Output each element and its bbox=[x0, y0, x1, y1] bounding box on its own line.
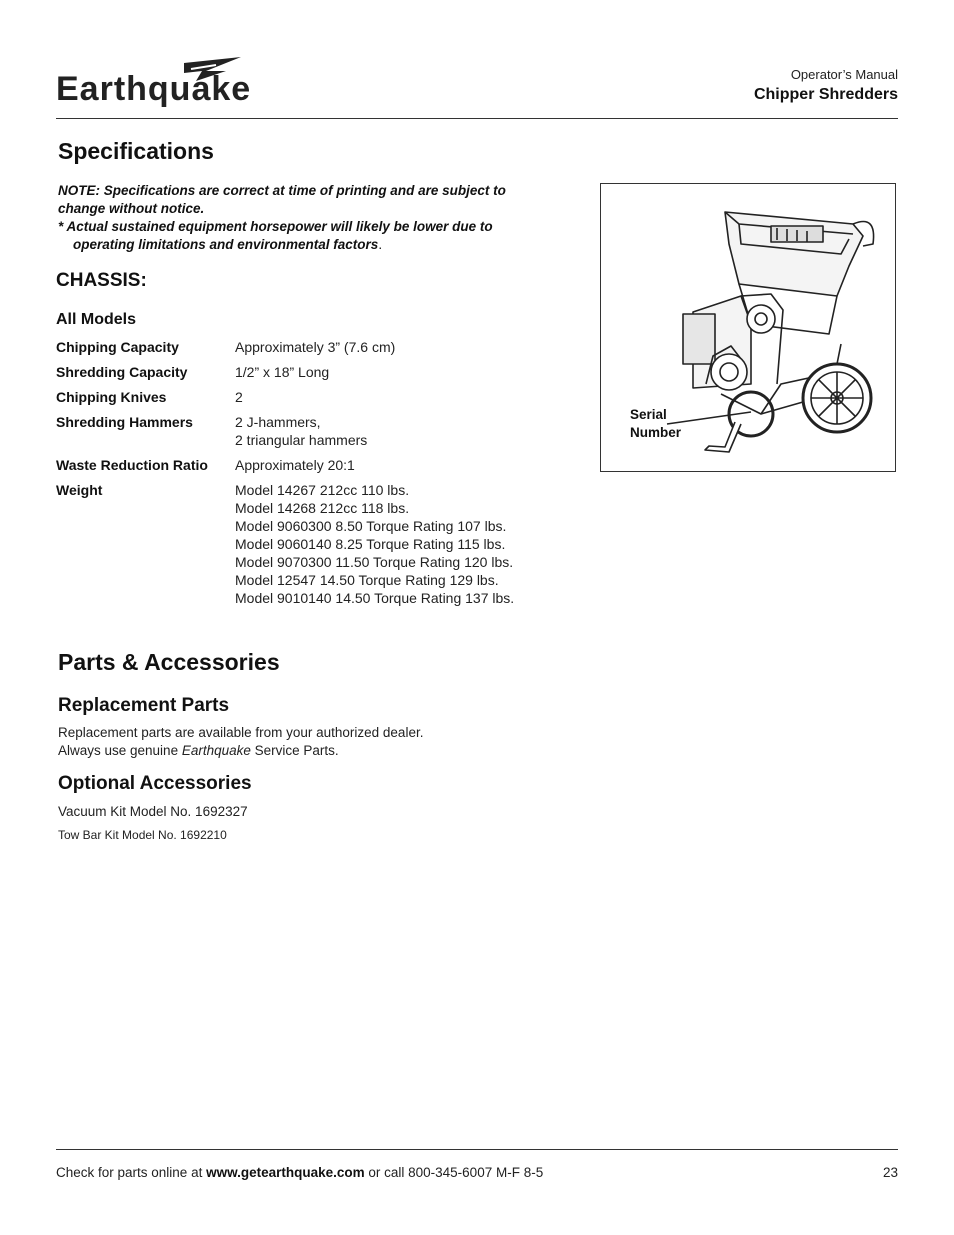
spec-table bbox=[56, 338, 556, 614]
chassis-heading: CHASSIS: bbox=[56, 270, 147, 291]
serial-number-label: Serial Number bbox=[630, 407, 682, 440]
footer-divider bbox=[56, 1149, 898, 1150]
chipper-shredder-figure bbox=[600, 183, 896, 472]
spec-value: Approximately 20:1 bbox=[235, 457, 355, 473]
spec-label: Waste Reduction Ratio bbox=[56, 457, 208, 473]
spec-label: Shredding Capacity bbox=[56, 364, 188, 380]
spec-row bbox=[56, 388, 556, 406]
vacuum-kit-item: Vacuum Kit Model No. 1692327 bbox=[58, 804, 248, 819]
spec-value: Approximately 3” (7.6 cm) bbox=[235, 339, 396, 355]
spec-value: 2 bbox=[235, 389, 243, 405]
footer-text: Check for parts online at www.getearthquake.com or call 800-345-6007 M-F 8-5 bbox=[56, 1165, 544, 1180]
website-link[interactable]: www.getearthquake.com bbox=[206, 1165, 365, 1180]
specifications-note bbox=[58, 182, 528, 254]
spec-row bbox=[56, 456, 556, 474]
spec-value: 2 J-hammers, 2 triangular hammers bbox=[235, 414, 368, 448]
spec-row bbox=[56, 338, 556, 356]
specifications-title: Specifications bbox=[58, 138, 214, 164]
parts-accessories-title: Parts & Accessories bbox=[58, 649, 280, 675]
spec-label: Shredding Hammers bbox=[56, 414, 193, 430]
spec-value: 1/2” x 18” Long bbox=[235, 364, 330, 380]
replacement-parts-heading: Replacement Parts bbox=[58, 695, 230, 716]
spec-value: Model 14267 212cc 110 lbs. Model 14268 212cc 118 lbs. Model 9060300 8.50 Torque Rating 107 lbs. Model 9060140 8.25 Torque Rating 115 lbs. Model 9070300 11.50 Torque Rating 120 lbs. Model 12547 14.50 Torque Rating 129 lbs. Model 9010140 14.50 Torque Rating 137 lbs. bbox=[235, 482, 515, 606]
spec-label: Weight bbox=[56, 482, 103, 498]
all-models-heading: All Models bbox=[56, 311, 137, 328]
page-number: 23 bbox=[882, 1165, 898, 1180]
header-right bbox=[754, 67, 898, 104]
note-line-1: NOTE: Specifications are correct at time of printing and are subject to change without notice. bbox=[58, 183, 506, 216]
manual-label: Operator’s Manual bbox=[790, 67, 898, 82]
brand-wordmark: Earthquake bbox=[56, 70, 252, 108]
header-divider bbox=[56, 118, 898, 119]
product-name: Chipper Shredders bbox=[753, 86, 898, 103]
optional-accessories-heading: Optional Accessories bbox=[58, 773, 252, 794]
spec-row bbox=[56, 363, 556, 381]
replacement-parts-text: Replacement parts are available from your authorized dealer. Always use genuine Earthquake Service Parts. bbox=[58, 725, 424, 758]
spec-row bbox=[56, 481, 556, 607]
tow-bar-kit-item: Tow Bar Kit Model No. 1692210 bbox=[58, 828, 227, 842]
spec-label: Chipping Capacity bbox=[56, 339, 179, 355]
spec-label: Chipping Knives bbox=[56, 389, 167, 405]
spec-row bbox=[56, 413, 556, 449]
note-line-2: * Actual sustained equipment horsepower will likely be lower due to operating limitations and environmental factors. bbox=[58, 219, 493, 252]
